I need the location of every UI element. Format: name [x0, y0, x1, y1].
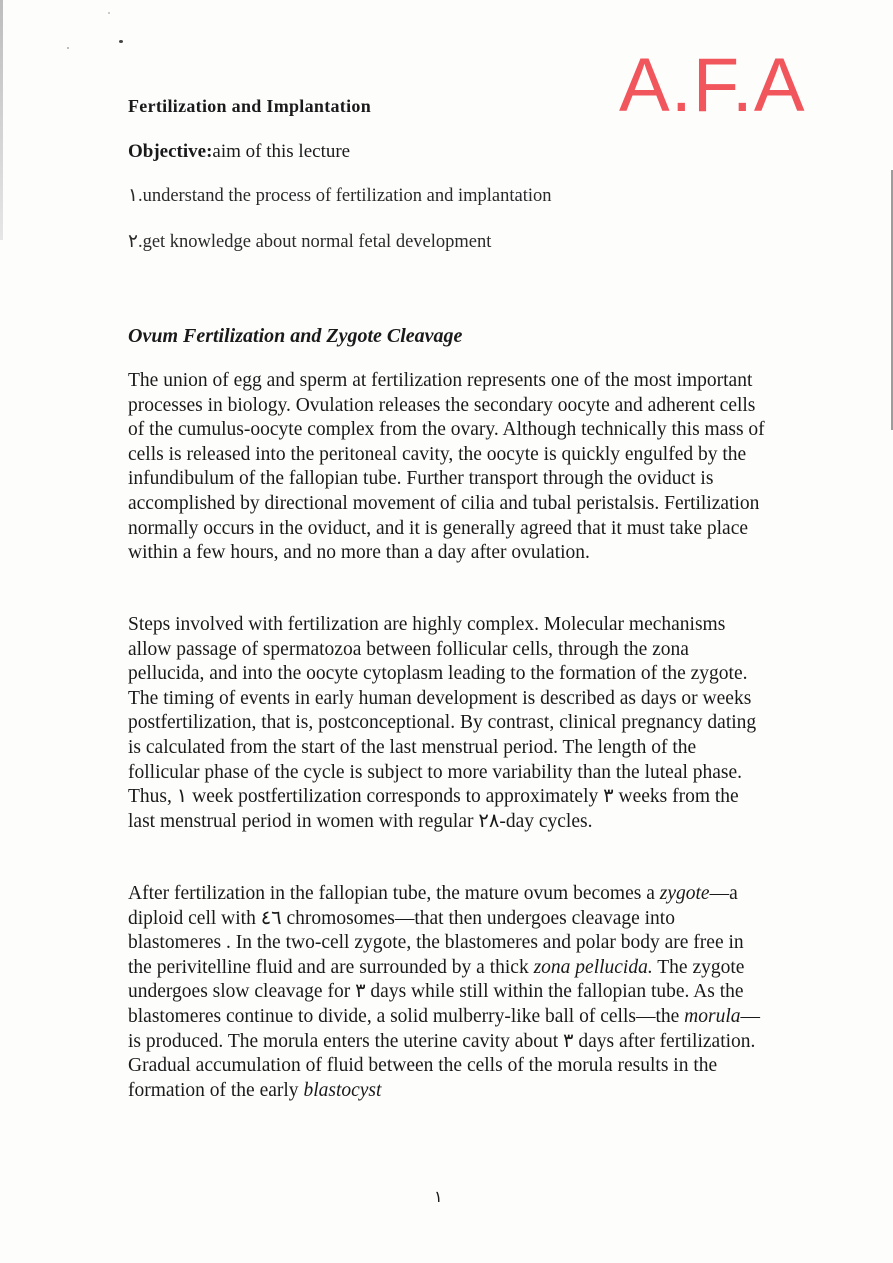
- watermark: A.F.A: [619, 43, 806, 128]
- objective-item-2: ٢.get knowledge about normal fetal development: [128, 232, 492, 252]
- paragraph-1: The union of egg and sperm at fertilization represents one of the most important processes in biology. Ovulation releases the secondary oocyte and adherent cells of the cumulus-oocyte complex from the ovary. Although technically this mass of cells is released into the peritoneal cavity, the oocyte is quickly engulfed by the infundibulum of the fallopian tube. Further transport through the oviduct is accomplished by directional movement of cilia and tubal peristalsis. Fertilization normally occurs in the oviduct, and it is generally agreed that it must take place within a few hours, and no more than a day after ovulation.: [128, 370, 765, 564]
- scan-speck: [108, 12, 110, 14]
- term-morula: morula: [684, 1005, 741, 1027]
- paragraph-3-text: —a diploid cell with ٤٦ chromosomes—that then undergoes cleavage into blastomeres . In the two-cell zygote, the blastomeres and polar body are free in the perivitelline fluid and are surrounded by a thick: [128, 883, 744, 978]
- term-blastocyst: blastocyst: [303, 1079, 382, 1101]
- paragraph-3-text: —is produced. The morula enters the uterine cavity about ٣ days after fertilization. Gradual accumulation of fluid between the cells of the morula results in the formation of the early: [128, 1005, 760, 1101]
- objective-line: [128, 140, 350, 164]
- paragraph-2: Steps involved with fertilization are highly complex. Molecular mechanisms allow passage of spermatozoa between follicular cells, through the zona pellucida, and into the oocyte cytoplasm leading to the formation of the zygote. The timing of events in early human development is described as days or weeks postfertilization, that is, postconceptional. By contrast, clinical pregnancy dating is calculated from the start of the last menstrual period. The length of the follicular phase of the cycle is subject to more variability than the luteal phase. Thus, ١ week postfertilization corresponds to approximately ٣ weeks from the last menstrual period in women with regular ٢٨-day cycles.: [128, 614, 757, 832]
- scan-speck: [119, 40, 123, 43]
- objective-text: aim of this lecture: [212, 141, 351, 162]
- term-zygote: zygote: [659, 883, 710, 904]
- scan-speck: [67, 47, 69, 49]
- paragraph-3-text: After fertilization in the fallopian tube, the mature ovum becomes a: [128, 883, 660, 904]
- scan-edge-left: [0, 0, 3, 240]
- page-title: Fertilization and Implantation: [128, 96, 372, 116]
- page-number: ١: [434, 1189, 443, 1206]
- section-heading: Ovum Fertilization and Zygote Cleavage: [128, 325, 463, 347]
- paragraph-3: [128, 882, 768, 1103]
- paragraph-3-text: The zygote undergoes slow cleavage for ٣ days while still within the fallopian tube. As the blastomeres continue to divide, a solid mulberry-like ball of cells—the: [128, 956, 745, 1027]
- term-zona-pellucida: zona pellucida.: [533, 956, 653, 978]
- objective-label: Objective:: [128, 141, 213, 162]
- objective-item-1: ١.understand the process of fertilization and implantation: [128, 186, 552, 206]
